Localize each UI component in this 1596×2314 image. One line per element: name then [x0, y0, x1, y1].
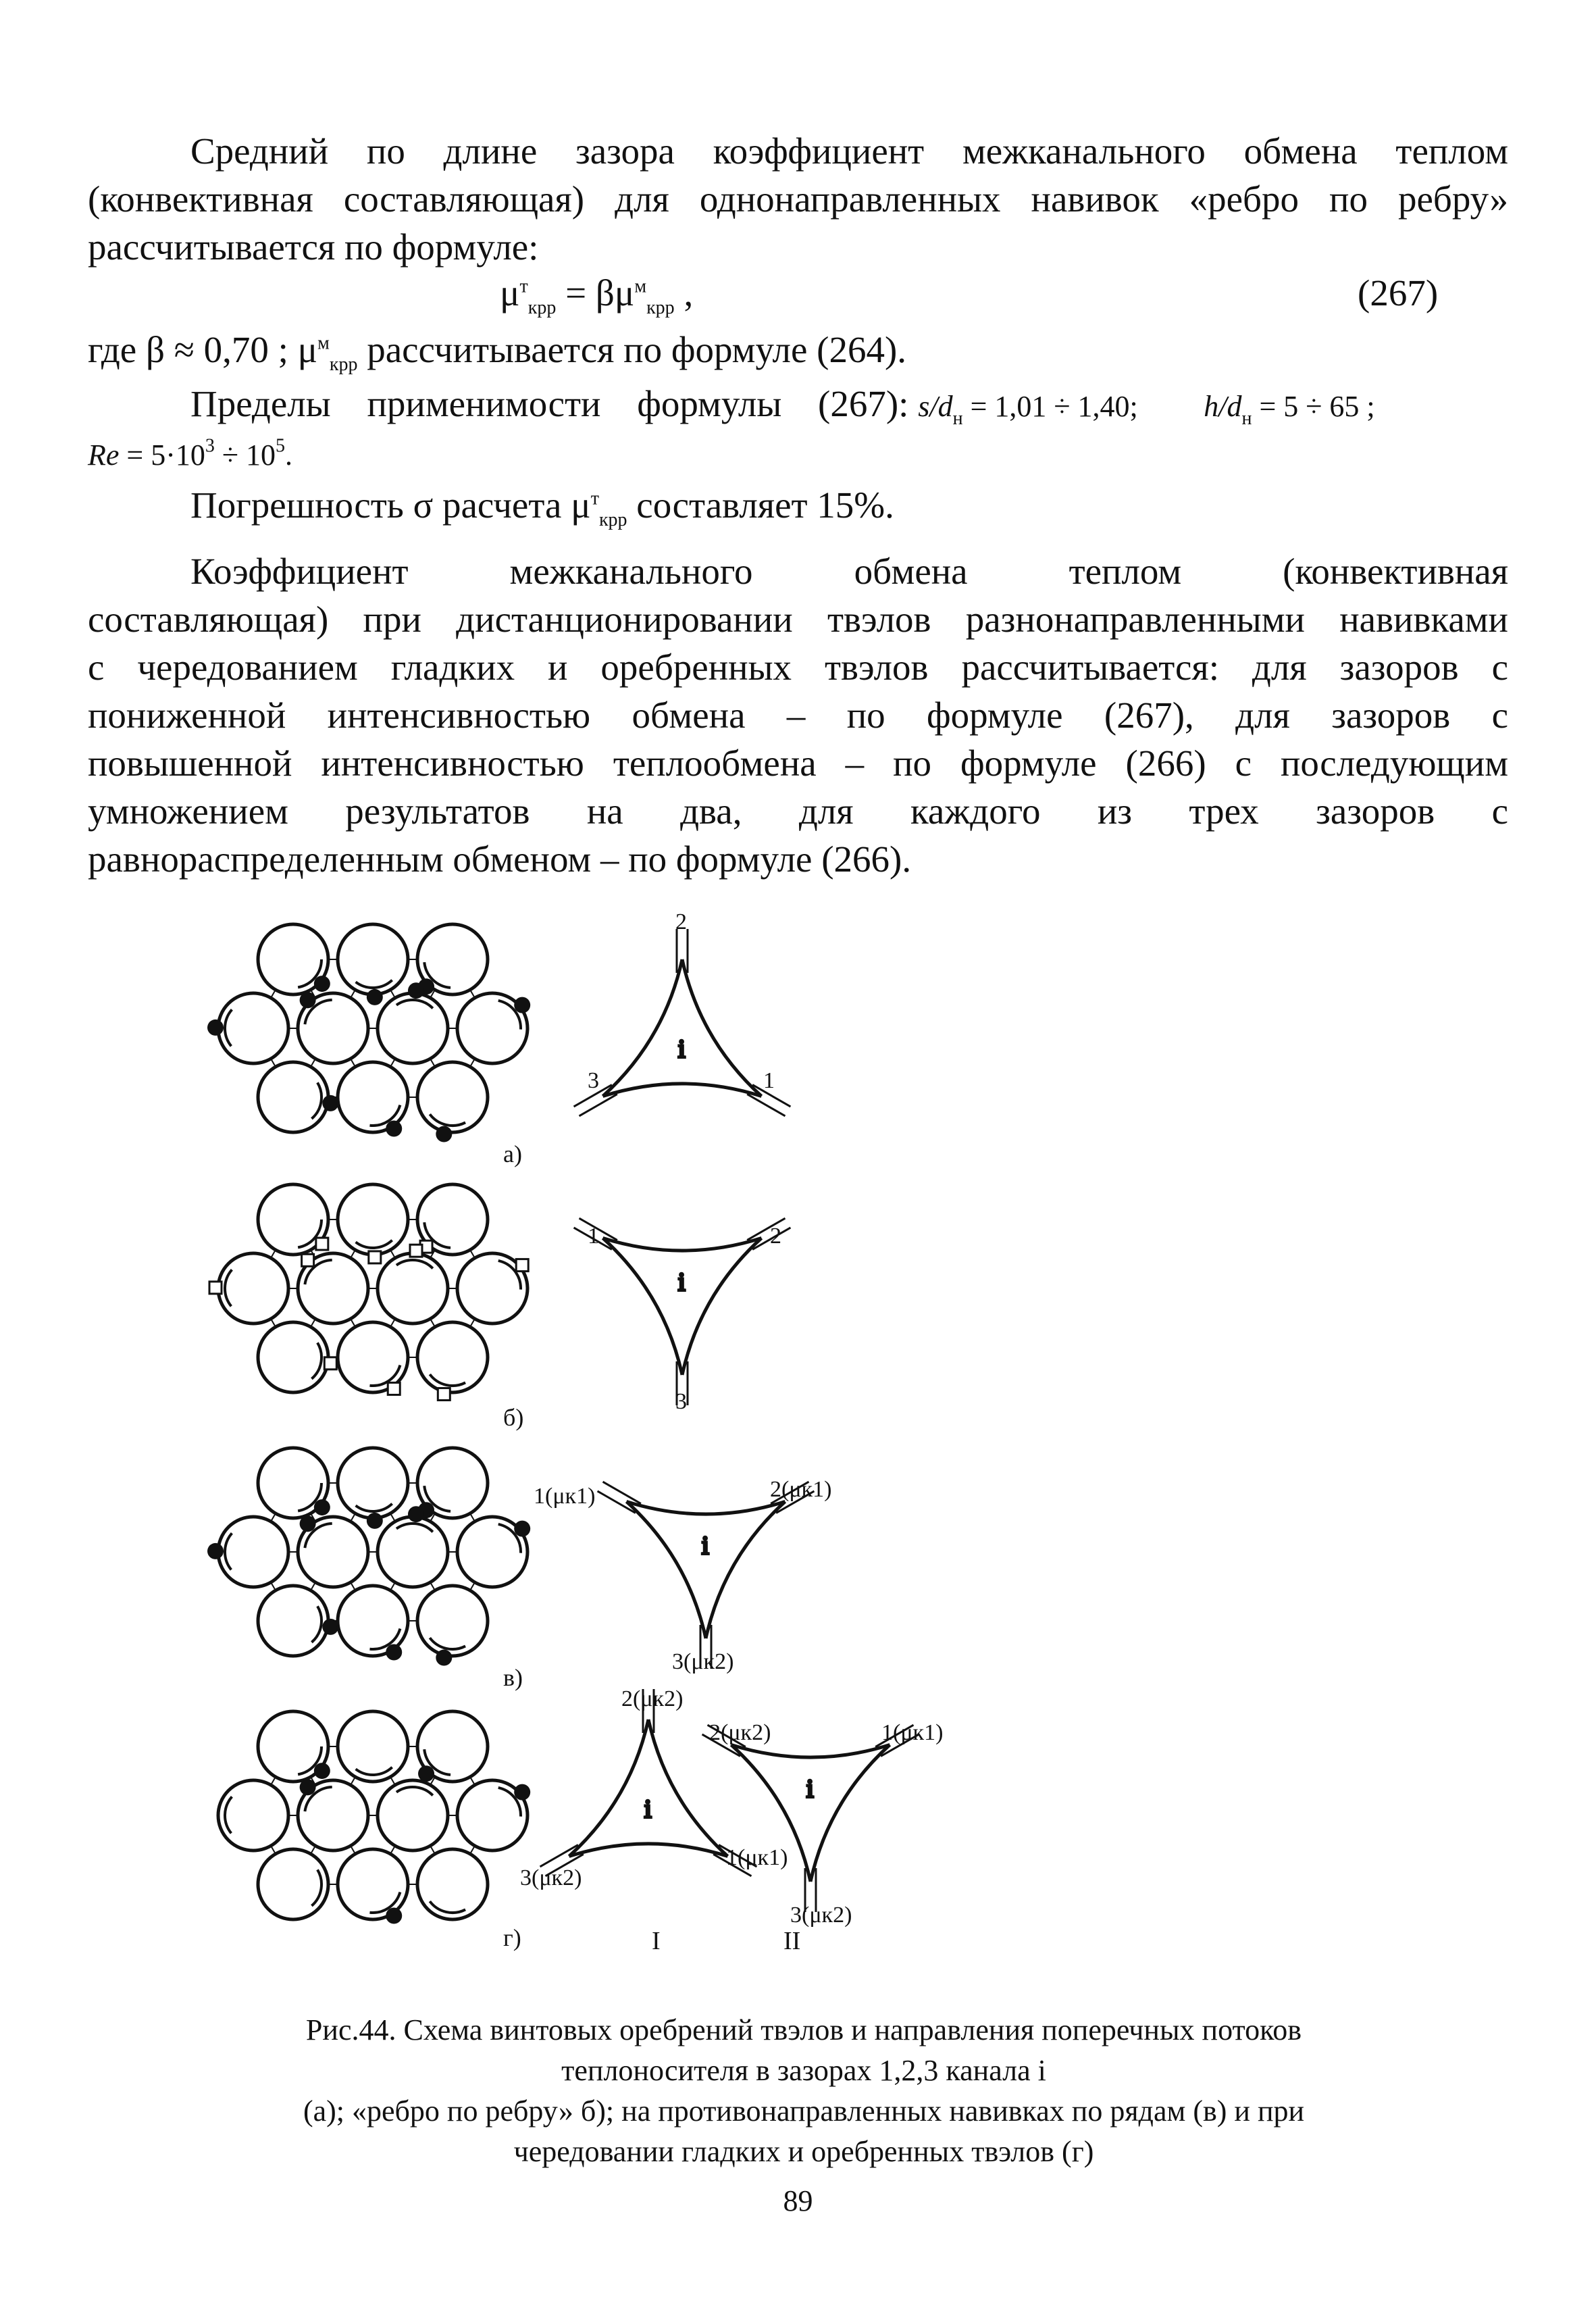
rod-circle: [417, 1062, 488, 1132]
label-v: в): [503, 1664, 523, 1691]
channel-arc: [603, 1238, 762, 1251]
rib-dot: [314, 1499, 330, 1515]
flow-arrow: [580, 1094, 617, 1115]
where-text1: где β ≈ 0,70 ; μ: [88, 329, 318, 370]
rod-circle: [338, 1184, 408, 1255]
rib-dot: [386, 1120, 402, 1136]
gap-label-v-3: 3(μк2): [672, 1649, 734, 1674]
flow-arrow: [603, 1482, 641, 1503]
error-sup: т: [590, 488, 599, 509]
formula-lhs-sub: крр: [527, 297, 557, 318]
channel-arc: [706, 1502, 785, 1639]
gap-label-g2-1: 1(μк1): [881, 1720, 944, 1745]
rib-square: [369, 1251, 381, 1263]
rod-circle: [378, 1517, 448, 1587]
channel-arc: [682, 959, 761, 1097]
rib-dot: [386, 1644, 402, 1660]
rib-dot: [367, 1513, 383, 1529]
channel-label: i: [644, 1795, 652, 1823]
gap-label-a-2: 2: [675, 909, 687, 934]
lattice-v: [207, 1448, 530, 1666]
para2-line1: Коэффициент межканального обмена теплом (конвективная: [190, 551, 1508, 592]
rod-circle: [258, 1062, 328, 1132]
gap-label-b-2: 2: [770, 1224, 781, 1249]
rib-dot: [436, 1126, 452, 1142]
limits-re: Re: [88, 438, 120, 472]
page-number: 89: [783, 2184, 813, 2217]
rod-circle: [378, 993, 448, 1063]
gap-label-g2-2: 2(μк2): [709, 1720, 771, 1745]
lattice-a: [207, 924, 530, 1142]
channel-label: i: [702, 1532, 709, 1560]
para2-line7: равнораспределенным обменом – по формуле (266).: [88, 838, 912, 880]
where-sub: крр: [329, 354, 358, 375]
rib-dot: [408, 1506, 424, 1522]
formula-lhs-sup: т: [519, 276, 528, 297]
gap-label-a-1: 1: [763, 1068, 775, 1093]
lattice-b: [209, 1184, 528, 1401]
limits-lead: Пределы применимости формулы (267):: [190, 383, 909, 424]
rib-dot: [207, 1020, 224, 1036]
rod-circle: [417, 1586, 488, 1656]
limits-sd-val: = 1,01 ÷ 1,40;: [962, 390, 1138, 423]
channel-arc: [682, 1238, 761, 1376]
rib-square: [410, 1244, 422, 1257]
error-text1: Погрешность σ расчета μ: [190, 484, 591, 526]
rod-circle: [378, 1253, 448, 1324]
rib-dot: [300, 992, 316, 1008]
label-roman-2: II: [783, 1927, 801, 1955]
limits-re-sup: 3: [205, 435, 215, 457]
where-text2: рассчитывается по формуле (264).: [357, 329, 907, 370]
channel-label: i: [678, 1035, 686, 1063]
rib-square: [316, 1238, 328, 1250]
channel-v: [598, 1482, 815, 1669]
gap-label-g2-3: 3(μк2): [790, 1903, 852, 1928]
rib-dot: [300, 1515, 316, 1532]
caption-line2: теплоносителя в зазорах 1,2,3 канала i: [561, 2054, 1046, 2087]
channel-label: i: [806, 1775, 814, 1803]
rib-square: [438, 1388, 450, 1401]
rib-dot: [514, 1784, 530, 1801]
gap-label-v-1: 1(μк1): [534, 1484, 596, 1509]
limits-re-end: .: [285, 438, 293, 472]
rib-square: [302, 1254, 314, 1266]
limits-re-sup2: 5: [276, 435, 286, 457]
label-g: г): [503, 1924, 521, 1951]
rib-dot: [314, 976, 330, 992]
label-roman-1: I: [652, 1927, 661, 1955]
rib-dot: [436, 1650, 452, 1666]
rib-square: [516, 1259, 528, 1272]
channel-arc: [627, 1502, 786, 1515]
limits-re-tail: ÷ 10: [214, 438, 276, 472]
label-a: а): [503, 1140, 522, 1167]
rod-circle: [417, 1322, 488, 1392]
para1-line3: рассчитывается по формуле:: [88, 226, 539, 268]
rib-dot: [300, 1779, 316, 1795]
rod-circle: [258, 1586, 328, 1656]
rib-dot: [514, 1521, 530, 1537]
para1-line1: Средний по длине зазора коэффициент межканального обмена теплом: [190, 130, 1508, 172]
gap-label-g1-2: 2(μк2): [621, 1686, 684, 1711]
limits-hd-val: = 5 ÷ 65 ;: [1252, 390, 1375, 423]
formula-rhs-sup: м: [634, 276, 647, 297]
para2-line2: составляющая) при дистанционировании твэлов разнонаправленными навивками: [88, 599, 1508, 640]
channel-arc: [603, 1238, 682, 1376]
gap-label-a-3: 3: [588, 1068, 599, 1093]
caption-line1: Рис.44. Схема винтовых оребрений твэлов и направления поперечных потоков: [305, 2013, 1302, 2046]
label-b: б): [503, 1404, 524, 1431]
para1-line2: (конвективная составляющая) для однонаправленных навивок «ребро по ребру»: [88, 178, 1508, 220]
rod-circle: [218, 1253, 288, 1324]
channel-arc: [627, 1502, 706, 1639]
where-sup: м: [317, 332, 330, 354]
gap-label-g1-3: 3(μк2): [520, 1865, 582, 1890]
rib-dot: [207, 1543, 224, 1559]
rod-circle: [218, 993, 288, 1063]
formula-tail: ,: [674, 272, 694, 313]
rod-circle: [338, 1448, 408, 1518]
gap-label-b-1: 1: [588, 1224, 599, 1249]
limits-sd: s/d: [918, 390, 953, 423]
gap-label-g1-1: 1(μк1): [726, 1845, 788, 1870]
rib-dot: [408, 982, 424, 999]
rib-dot: [314, 1763, 330, 1779]
error-text2: составляет 15%.: [627, 484, 894, 526]
para2-line3: с чередованием гладких и оребренных твэлов рассчитывается: для зазоров с: [88, 647, 1508, 688]
lattice-g: [218, 1711, 530, 1923]
channel-arc: [603, 959, 682, 1097]
rod-circle: [218, 1517, 288, 1587]
limits-re-val: = 5·10: [119, 438, 205, 472]
channel-arc: [569, 1719, 648, 1857]
para2-line5: повышенной интенсивностью теплообмена – по формуле (266) с последующим: [88, 743, 1508, 784]
channel-label: i: [678, 1268, 686, 1297]
rod-circle: [258, 1849, 328, 1919]
rod-circle: [338, 924, 408, 995]
rib-square: [209, 1282, 222, 1294]
rib-dot: [418, 1765, 434, 1782]
flow-arrow: [747, 1094, 785, 1115]
rib-square: [388, 1382, 400, 1394]
rib-dot: [514, 997, 530, 1013]
para2-line6: умножением результатов на два, для каждого из трех зазоров с: [88, 790, 1508, 832]
limits-hd: h/d: [1204, 390, 1242, 423]
formula-lhs: μ: [500, 272, 520, 313]
channel-g1: [540, 1689, 757, 1876]
para2-line4: пониженной интенсивностью обмена – по формуле (267), для зазоров с: [88, 695, 1508, 736]
channel-b: [574, 1218, 791, 1405]
rod-circle: [417, 1849, 488, 1919]
formula-eq: = βμ: [556, 272, 635, 313]
channel-arc: [603, 1084, 762, 1097]
rib-square: [324, 1357, 336, 1369]
figure-caption: [223, 2010, 1385, 2172]
channel-a: [574, 929, 791, 1116]
rod-circle: [258, 1322, 328, 1392]
channel-arc: [731, 1745, 890, 1758]
channel-arc: [810, 1745, 890, 1882]
limits-sd-sub: н: [952, 408, 963, 429]
formula-number: (267): [1358, 272, 1439, 313]
rib-dot: [386, 1907, 402, 1923]
caption-line4: чередовании гладких и оребренных твэлов (г): [513, 2135, 1094, 2168]
gap-label-v-2: 2(μк1): [770, 1477, 832, 1502]
rod-circle: [378, 1780, 448, 1851]
limits-hd-sub: н: [1241, 408, 1252, 429]
channel-g2: [702, 1725, 919, 1912]
gap-label-b-3: 3: [675, 1389, 687, 1414]
rib-dot: [367, 989, 383, 1005]
error-sub: крр: [598, 509, 627, 530]
channel-arc: [569, 1844, 728, 1857]
formula-rhs-sub: крр: [646, 297, 675, 318]
rod-circle: [218, 1780, 288, 1851]
rod-circle: [338, 1711, 408, 1782]
caption-line3: (а); «ребро по ребру» б); на противонаправленных навивках по рядам (в) и при: [303, 2094, 1305, 2128]
